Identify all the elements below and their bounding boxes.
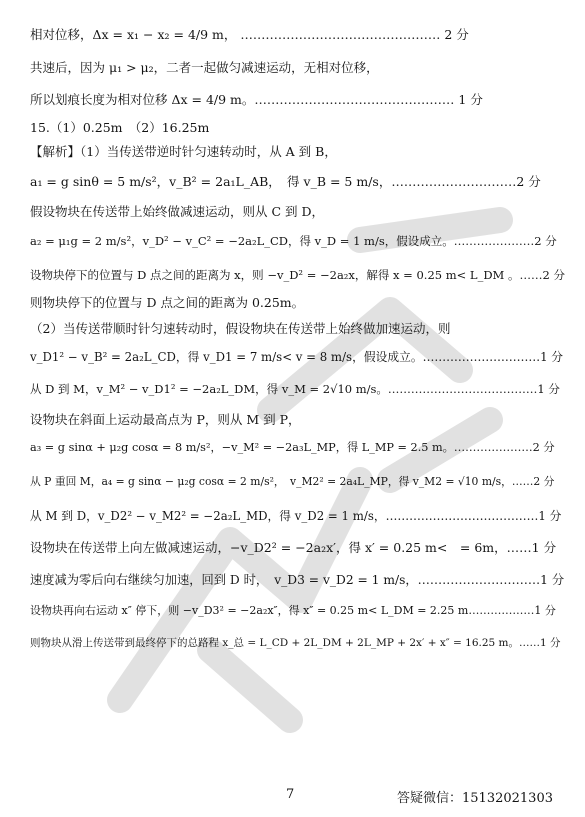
equation-line: 从 P 重回 M，a₄ = g sinα − μ₂g cosα = 2 m/s²， v_M2² = 2a₄L_MP，得 v_M2 = √10 m/s，……2 分 bbox=[30, 475, 555, 488]
equation-line: 设物块停下的位置与 D 点之间的距离为 x，则 −v_D² = −2a₂x，解得 x = 0.25 m< L_DM 。……2 分 bbox=[30, 268, 565, 282]
equation-line: 则物块从滑上传送带到最终停下的总路程 x_总 = L_CD + 2L_DM + 2L_MP + 2x′ + x″ = 16.25 m。……1 分 bbox=[30, 637, 561, 649]
text-line: 共速后，因为 μ₁ > μ₂，二者一起做匀减速运动，无相对位移， bbox=[30, 60, 379, 75]
text-line: 假设物块在传送带上始终做减速运动，则从 C 到 D， bbox=[30, 204, 325, 219]
equation-line: 速度减为零后向右继续匀加速，回到 D 时， v_D3 = v_D2 = 1 m/s，…………………………1 分 bbox=[30, 573, 565, 587]
equation-line: a₂ = μ₁g = 2 m/s²，v_D² − v_C² = −2a₂L_CD，得 v_D = 1 m/s，假设成立。…………………2 分 bbox=[30, 234, 557, 248]
equation-line: 设物块在传送带上向左做减速运动，−v_D2² = −2a₂x′，得 x′ = 0.25 m< = 6m，……1 分 bbox=[30, 540, 557, 555]
text-line: 设物块在斜面上运动最高点为 P，则从 M 到 P， bbox=[30, 412, 301, 427]
text-line: 则物块停下的位置与 D 点之间的距离为 0.25m。 bbox=[30, 295, 305, 310]
equation-line: 从 M 到 D，v_D2² − v_M2² = −2a₂L_MD，得 v_D2 = 1 m/s，…………………………………1 分 bbox=[30, 509, 562, 523]
equation-line: v_D1² − v_B² = 2a₂L_CD，得 v_D1 = 7 m/s< v = 8 m/s，假设成立。…………………………1 分 bbox=[30, 350, 564, 364]
text-line: （2）当传送带顺时针匀速转动时，假设物块在传送带上始终做加速运动，则 bbox=[30, 321, 451, 336]
equation-line: 设物块再向右运动 x″ 停下，则 −v_D3² = −2a₂x″，得 x″ = 0.25 m< L_DM = 2.25 m………………1 分 bbox=[30, 604, 556, 617]
answer-summary: 15.（1）0.25m （2）16.25m bbox=[30, 120, 210, 135]
text-line: 相对位移，Δx = x₁ − x₂ = 4/9 m， ………………………………………… 2 分 bbox=[30, 27, 469, 42]
analysis-heading: 【解析】（1）当传送带逆时针匀速转动时，从 A 到 B， bbox=[30, 144, 337, 159]
text-line: 所以划痕长度为相对位移 Δx = 4/9 m。………………………………………… 1 分 bbox=[30, 92, 483, 107]
equation-line: a₁ = g sinθ = 5 m/s²，v_B² = 2a₁L_AB， 得 v_B = 5 m/s，…………………………2 分 bbox=[30, 174, 541, 189]
equation-line: a₃ = g sinα + μ₂g cosα = 8 m/s²，−v_M² = −2a₃L_MP，得 L_MP = 2.5 m。…………………2 分 bbox=[30, 441, 555, 454]
equation-line: 从 D 到 M，v_M² − v_D1² = −2a₂L_DM，得 v_M = 2√10 m/s。…………………………………1 分 bbox=[30, 382, 560, 396]
page-number: 7 bbox=[286, 787, 295, 802]
contact-info: 答疑微信：15132021303 bbox=[397, 791, 553, 806]
